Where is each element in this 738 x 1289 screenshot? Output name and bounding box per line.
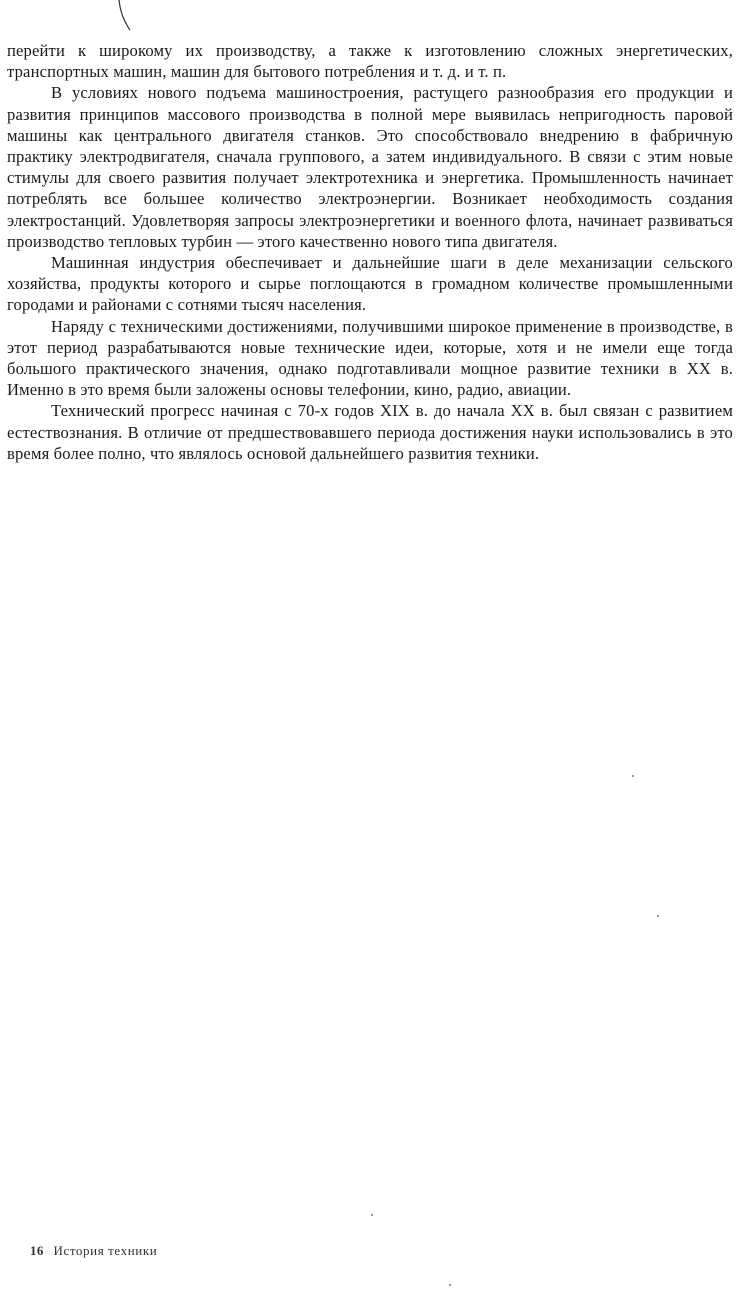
body-text	[7, 40, 733, 464]
paragraph-3: Машинная индустрия обеспечивает и дальнейшие шаги в деле механизации сельского хозяйства, продукты которого и сырье поглощаются в громадном количестве промышленными городами и районами с сотнями тысяч населения.	[7, 253, 733, 315]
scan-speck	[449, 1284, 451, 1286]
scan-speck	[371, 1214, 373, 1216]
paragraph-4: Наряду с техническими достижениями, получившими широкое применение в производстве, в этот период разрабатываются новые технические идеи, которые, хотя и не имели еще тогда большого практического значения, однако подготавливали мощное развитие техники в XX в. Именно в это время были заложены основы телефонии, кино, радио, авиации.	[7, 316, 733, 400]
paragraph-5: Технический прогресс начиная с 70-х годов XIX в. до начала XX в. был связан с развитием естествознания. В отличие от предшествовавшего периода достижения науки использовались в это время более полно, что являлось основой дальнейшего развития техники.	[7, 401, 733, 463]
scan-speck	[632, 775, 634, 777]
running-title: История техники	[53, 1243, 158, 1258]
pen-stroke-mark	[116, 0, 136, 40]
page-number: 16	[30, 1243, 44, 1258]
scan-speck	[657, 915, 659, 917]
paragraph-2: В условиях нового подъема машиностроения, растущего разнообразия его продукции и развития принципов массового производства в полной мере выявилась непригодность паровой машины как центрального двигателя станков. Это способствовало внедрению в фабричную практику электродвигателя, сначала группового, а затем индивидуального. В связи с этим новые стимулы для своего развития получает электротехника и энергетика. Промышленность начинает потреблять все большее количество электроэнергии. Возникает необходимость создания электростанций. Удовлетворяя запросы электроэнергетики и военного флота, начинает развиваться производство тепловых турбин — этого качественно нового типа двигателя.	[7, 83, 733, 251]
paragraph-1: перейти к широкому их производству, а также к изготовлению сложных энергетических, транспортных машин, машин для бытового потребления и т. д. и т. п.	[7, 41, 733, 82]
page-footer	[30, 1243, 157, 1259]
